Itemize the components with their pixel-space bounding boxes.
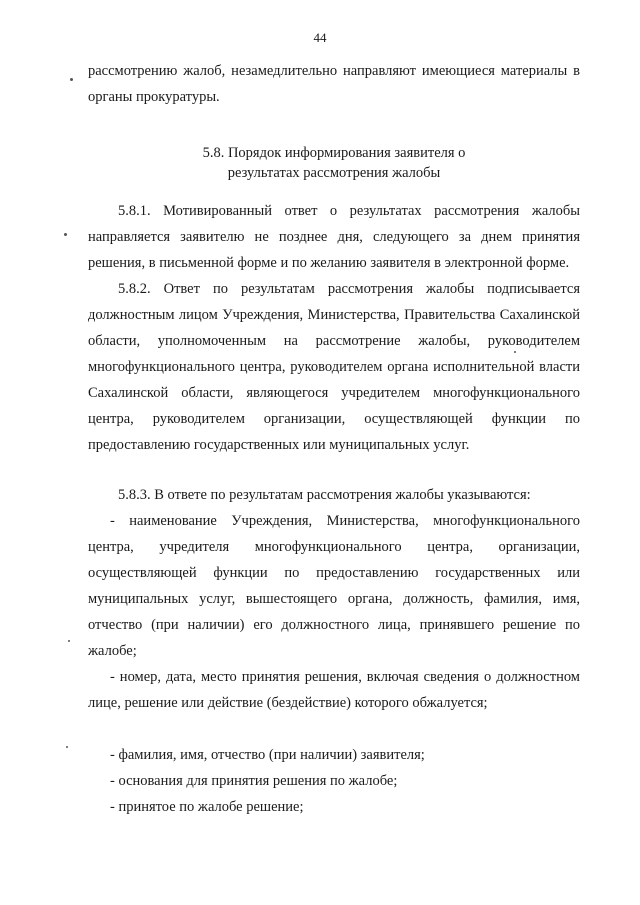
paragraph-5-8-1: 5.8.1. Мотивированный ответ о результатах рассмотрения жалобы направляется заявителю не позднее дня, следующего за днем принятия решения, в письменной форме и по желанию заявителя в электронной форме. <box>88 203 580 271</box>
paragraph-5-8-3: 5.8.3. В ответе по результатам рассмотрения жалобы указываются: <box>118 487 531 503</box>
list-item-5: - принятое по жалобе решение; <box>110 799 304 815</box>
paragraph-5-8-2: 5.8.2. Ответ по результатам рассмотрения жалобы подписывается должностным лицом Учреждения, Министерства, Правительства Сахалинской области, уполномоченным на рассмотрение жалобы, руководителем многофункционального центра, руководителем органа исполнительной власти Сахалинской области, являющегося учредителем многофункционального центра, руководителем организации, осуществляющей функции по предоставлению государственных или муниципальных услуг. <box>88 281 580 453</box>
list-item-1: - наименование Учреждения, Министерства, многофункционального центра, учредителя многофункционального центра, организации, осуществляющей функции по предоставлению государственных или муниципальных услуг, вышестоящего органа, должность, фамилия, имя, отчество (при наличии) его должностного лица, принявшего решение по жалобе; <box>88 513 580 659</box>
list-item-2: - номер, дата, место принятия решения, включая сведения о должностном лице, решение или действие (бездействие) которого обжалуется; <box>88 669 580 711</box>
scan-speck <box>68 640 70 642</box>
scan-speck <box>70 78 73 81</box>
section-heading-line-1: 5.8. Порядок информирования заявителя о <box>202 145 466 161</box>
page-number: 44 <box>313 30 327 45</box>
list-item-3: - фамилия, имя, отчество (при наличии) заявителя; <box>110 747 425 763</box>
scan-speck <box>514 351 516 353</box>
list-item-4: - основания для принятия решения по жалобе; <box>110 773 398 789</box>
section-heading-line-2: результатах рассмотрения жалобы <box>227 165 441 181</box>
section-heading <box>88 143 580 183</box>
scan-speck <box>64 233 67 236</box>
paragraph-continuation: рассмотрению жалоб, незамедлительно направляют имеющиеся материалы в органы прокуратуры. <box>88 63 580 105</box>
scan-speck <box>66 746 68 748</box>
